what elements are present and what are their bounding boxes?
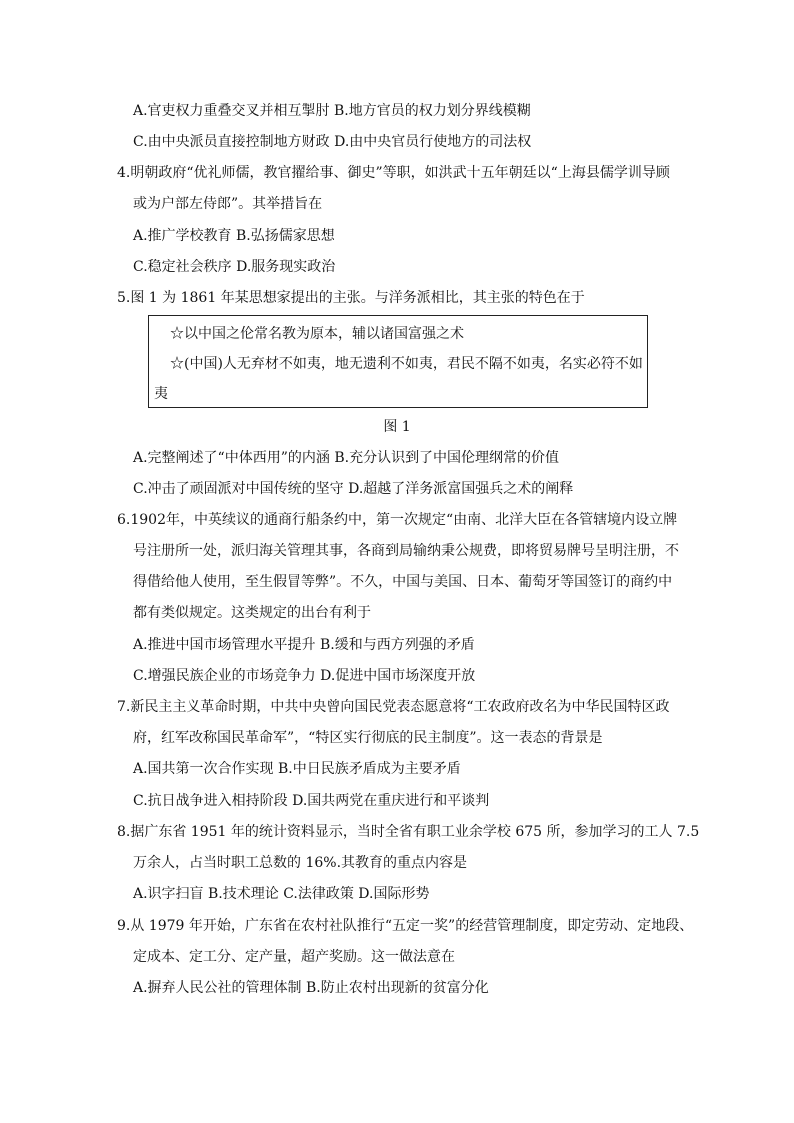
figure-1-caption: 图 1: [383, 419, 411, 435]
q6-option-ab: A.推进中国市场管理水平提升 B.缓和与西方列强的矛盾: [133, 637, 475, 653]
q8-options: A.识字扫盲 B.技术理论 C.法律政策 D.国际形势: [133, 886, 430, 902]
q7-option-cd: C.抗日战争进入相持阶段 D.国共两党在重庆进行和平谈判: [133, 793, 490, 809]
quote-line-1: ☆以中国之伦常名教为原本，辅以诸国富强之术: [170, 326, 464, 342]
q6-stem-line1: 6.1902年，中英续议的通商行船条约中，第一次规定“由南、北洋大臣在各管辖境内设立牌: [117, 512, 678, 528]
q4-option-cd: C.稳定社会秩序 D.服务现实政治: [133, 259, 336, 275]
q9-option-ab: A.摒弃人民公社的管理体制 B.防止农村出现新的贫富分化: [133, 980, 489, 996]
q8-stem-line1: 8.据广东省 1951 年的统计资料显示，当时全省有职工业余学校 675 所，参加学习的工人 7.5: [117, 824, 700, 840]
q9-stem-line2: 定成本、定工分、定产量，超产奖励。这一做法意在: [133, 949, 455, 965]
q7-stem-line2: 府，红军改称国民革命军”，“特区实行彻底的民主制度”。这一表态的背景是: [133, 730, 603, 746]
q9-stem-line1: 9.从 1979 年开始，广东省在农村社队推行“五定一奖”的经营管理制度，即定劳动、定地段、: [117, 918, 694, 934]
q4-option-ab: A.推广学校教育 B.弘扬儒家思想: [133, 228, 335, 244]
q4-stem-line2: 或为户部左侍郎”。其举措旨在: [133, 196, 323, 212]
q6-stem-line3: 得借给他人使用，至生假冒等弊”。不久，中国与美国、日本、葡萄牙等国签订的商约中: [133, 574, 673, 590]
q7-stem-line1: 7.新民主主义革命时期，中共中央曾向国民党表态愿意将“工农政府改名为中华民国特区政: [117, 699, 670, 715]
quote-line-3: 夷: [154, 386, 168, 402]
q5-option-cd: C.冲击了顽固派对中国传统的坚守 D.超越了洋务派富国强兵之术的阐释: [133, 481, 574, 497]
quote-line-2: ☆(中国)人无弃材不如夷，地无遗利不如夷，君民不隔不如夷，名实必符不如: [170, 356, 643, 372]
q6-stem-line4: 都有类似规定。这类规定的出台有利于: [133, 605, 371, 621]
q3-option-cd: C.由中央派员直接控制地方财政 D.由中央官员行使地方的司法权: [133, 134, 532, 150]
q7-option-ab: A.国共第一次合作实现 B.中日民族矛盾成为主要矛盾: [133, 761, 461, 777]
q5-stem: 5.图 1 为 1861 年某思想家提出的主张。与洋务派相比，其主张的特色在于: [117, 290, 585, 306]
q6-option-cd: C.增强民族企业的市场竞争力 D.促进中国市场深度开放: [133, 668, 476, 684]
q5-option-ab: A.完整阐述了“中体西用”的内涵 B.充分认识到了中国伦理纲常的价值: [133, 450, 560, 466]
q3-option-ab: A.官吏权力重叠交叉并相互掣肘 B.地方官员的权力划分界线模糊: [133, 103, 531, 119]
q6-stem-line2: 号注册所一处，派归海关管理其事，各商到局输纳秉公规费，即将贸易牌号呈明注册，不: [133, 543, 679, 559]
q8-stem-line2: 万余人，占当时职工总数的 16%.其教育的重点内容是: [133, 855, 468, 871]
figure-1-quote-box: [148, 315, 648, 408]
q4-stem-line1: 4.明朝政府“优礼师儒，教官擢给事、御史”等职，如洪武十五年朝廷以“上海县儒学训导顾: [117, 165, 670, 181]
